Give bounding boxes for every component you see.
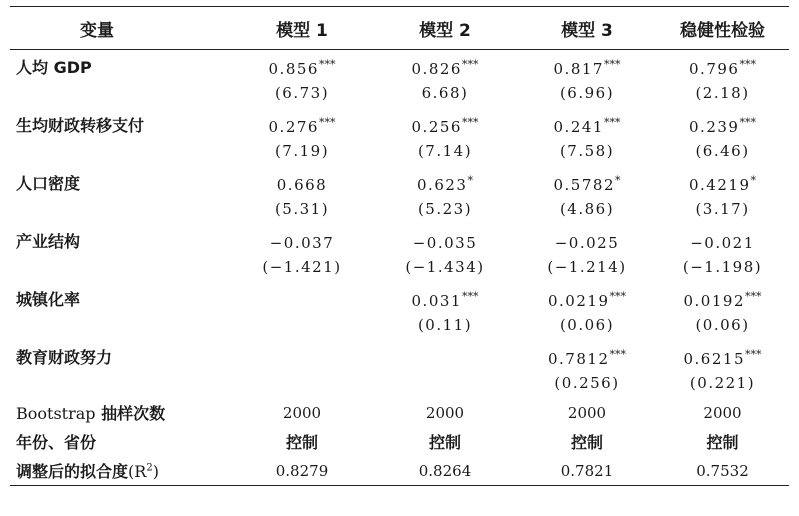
coefficient <box>656 167 789 195</box>
variable-label: 人均 GDP <box>16 58 92 77</box>
variable-label: 产业结构 <box>16 232 81 251</box>
estimate-cell <box>518 166 656 224</box>
estimate-cell <box>232 340 372 398</box>
estimate-cell <box>518 340 656 398</box>
variable-rows <box>10 50 789 398</box>
coefficient-value: 0.0192 <box>683 292 745 310</box>
t-statistic: (−1.198) <box>682 258 763 276</box>
coefficient <box>518 341 656 369</box>
t-statistic: (6.46) <box>695 142 750 160</box>
estimate-cell <box>656 108 789 166</box>
bootstrap-row <box>10 398 789 427</box>
estimate-cell <box>518 282 656 340</box>
estimate-cell <box>232 224 372 282</box>
r2-value: 0.8279 <box>275 461 329 480</box>
coefficient <box>232 167 372 195</box>
estimate-cell <box>656 282 789 340</box>
t-statistic: (0.221) <box>689 374 756 392</box>
coefficient <box>372 225 518 253</box>
estimate-cell <box>372 108 518 166</box>
t-statistic <box>372 369 518 397</box>
coefficient <box>656 225 789 253</box>
coefficient <box>518 225 656 253</box>
r2-label-sup: 2 <box>146 462 153 474</box>
coefficient <box>656 109 789 137</box>
coefficient-value: 0.623 <box>417 176 468 194</box>
r2-row <box>10 456 789 485</box>
t-statistic: (7.19) <box>274 142 330 160</box>
bootstrap-value: 2000 <box>425 403 465 422</box>
t-statistic: (−1.421) <box>262 258 342 276</box>
coefficient <box>372 167 518 195</box>
coefficient-value: 0.668 <box>276 176 328 194</box>
t-statistic: (0.06) <box>695 316 750 334</box>
coefficient-value: 0.241 <box>553 118 604 136</box>
coefficient-value: 0.817 <box>553 60 604 78</box>
variable-label: 城镇化率 <box>16 290 81 309</box>
r2-label-cn: 调整后的拟合度 <box>16 462 129 481</box>
controls-row <box>10 427 789 456</box>
t-statistic: (5.31) <box>274 200 330 218</box>
regression-table <box>10 6 789 486</box>
coefficient-value: 0.5782 <box>553 176 615 194</box>
r2-value: 0.7532 <box>696 461 749 480</box>
significance-stars: *** <box>318 116 336 129</box>
estimate-cell <box>656 340 789 398</box>
variable-row <box>10 340 789 398</box>
bottom-rule <box>10 485 789 486</box>
coefficient-value: 0.0219 <box>548 292 610 310</box>
estimate-cell <box>372 224 518 282</box>
header-model-2: 模型 2 <box>419 20 471 41</box>
r2-value: 0.7821 <box>560 461 614 480</box>
significance-stars: *** <box>739 58 756 71</box>
coefficient <box>656 341 789 369</box>
estimate-cell <box>372 166 518 224</box>
significance-stars: * <box>615 174 621 187</box>
bootstrap-value: 2000 <box>282 403 322 422</box>
estimate-cell <box>372 282 518 340</box>
significance-stars: *** <box>745 348 762 361</box>
significance-stars: *** <box>603 116 621 129</box>
r2-label <box>10 459 232 482</box>
estimate-cell <box>232 50 372 108</box>
t-statistic <box>232 311 372 339</box>
coefficient <box>656 283 789 311</box>
variable-label: 教育财政努力 <box>16 348 113 367</box>
t-statistic: (7.14) <box>417 142 473 160</box>
estimate-cell <box>656 50 789 108</box>
coefficient <box>232 51 372 79</box>
coefficient <box>518 109 656 137</box>
significance-stars: * <box>467 174 473 187</box>
significance-stars: *** <box>461 116 479 129</box>
header-variable: 变量 <box>80 20 114 41</box>
coefficient <box>232 225 372 253</box>
coefficient <box>372 109 518 137</box>
t-statistic: (4.86) <box>559 200 615 218</box>
estimate-cell <box>518 224 656 282</box>
coefficient-value: 0.256 <box>411 118 462 136</box>
significance-stars: *** <box>603 58 621 71</box>
coefficient-value: 0.856 <box>268 60 319 78</box>
variable-row <box>10 166 789 224</box>
controls-value: 控制 <box>706 433 739 452</box>
variable-row <box>10 282 789 340</box>
coefficient <box>656 51 789 79</box>
coefficient <box>518 283 656 311</box>
variable-row <box>10 50 789 108</box>
significance-stars: *** <box>745 290 762 303</box>
significance-stars: *** <box>739 116 756 129</box>
significance-stars: *** <box>609 348 626 361</box>
r2-value: 0.8264 <box>418 461 472 480</box>
estimate-cell <box>372 50 518 108</box>
coefficient-value: 0.031 <box>411 292 462 310</box>
variable-label: 生均财政转移支付 <box>16 116 145 135</box>
coefficient-value: 0.796 <box>689 60 740 78</box>
estimate-cell <box>656 166 789 224</box>
controls-label: 年份、省份 <box>16 433 97 452</box>
estimate-cell <box>518 108 656 166</box>
coefficient <box>232 109 372 137</box>
estimate-cell <box>518 50 656 108</box>
coefficient <box>372 341 518 369</box>
coefficient <box>518 167 656 195</box>
coefficient-value: −0.037 <box>269 234 335 252</box>
coefficient <box>232 341 372 369</box>
controls-value: 控制 <box>570 433 603 452</box>
significance-stars: *** <box>609 290 626 303</box>
coefficient-value: 0.826 <box>411 60 462 78</box>
controls-value: 控制 <box>285 433 318 452</box>
coefficient-value: −0.035 <box>412 234 478 252</box>
header-model-3: 模型 3 <box>561 20 613 41</box>
coefficient-value: 0.6215 <box>683 350 745 368</box>
bootstrap-value: 2000 <box>703 403 742 422</box>
t-statistic: (0.11) <box>417 316 473 334</box>
estimate-cell <box>232 282 372 340</box>
t-statistic: (0.256) <box>554 374 620 392</box>
t-statistic <box>232 369 372 397</box>
coefficient-value: 0.239 <box>689 118 740 136</box>
coefficient <box>518 51 656 79</box>
t-statistic: (2.18) <box>695 84 750 102</box>
variable-row <box>10 108 789 166</box>
t-statistic: (3.17) <box>695 200 750 218</box>
estimate-cell <box>372 340 518 398</box>
bootstrap-label-cn: 抽样次数 <box>101 404 166 423</box>
estimate-cell <box>232 108 372 166</box>
controls-value: 控制 <box>428 433 461 452</box>
coefficient-value: 0.7812 <box>548 350 610 368</box>
variable-label: 人口密度 <box>16 174 81 193</box>
r2-label-close: ) <box>152 462 159 481</box>
coefficient-value: −0.021 <box>690 234 755 252</box>
r2-label-paren: (R <box>128 462 147 481</box>
coefficient-value: −0.025 <box>554 234 620 252</box>
t-statistic: (5.23) <box>417 200 473 218</box>
estimate-cell <box>656 224 789 282</box>
estimate-cell <box>232 166 372 224</box>
t-statistic: (6.73) <box>274 84 330 102</box>
significance-stars: *** <box>461 290 479 303</box>
significance-stars: *** <box>318 58 336 71</box>
significance-stars: * <box>750 174 756 187</box>
t-statistic: (−1.434) <box>405 258 485 276</box>
header-model-1: 模型 1 <box>276 20 328 41</box>
t-statistic: (−1.214) <box>547 258 627 276</box>
bootstrap-value: 2000 <box>567 403 607 422</box>
coefficient-value: 0.276 <box>268 118 319 136</box>
coefficient-value: 0.4219 <box>689 176 751 194</box>
coefficient <box>372 51 518 79</box>
bootstrap-label-latin: Bootstrap <box>16 404 96 423</box>
significance-stars: *** <box>461 58 479 71</box>
t-statistic: (0.06) <box>559 316 615 334</box>
t-statistic: 6.68) <box>421 84 469 102</box>
t-statistic: (7.58) <box>559 142 615 160</box>
variable-row <box>10 224 789 282</box>
coefficient <box>232 283 372 311</box>
bootstrap-label <box>10 401 232 424</box>
header-robustness: 稳健性检验 <box>680 20 765 41</box>
header-row <box>10 7 789 49</box>
t-statistic: (6.96) <box>559 84 615 102</box>
coefficient <box>372 283 518 311</box>
